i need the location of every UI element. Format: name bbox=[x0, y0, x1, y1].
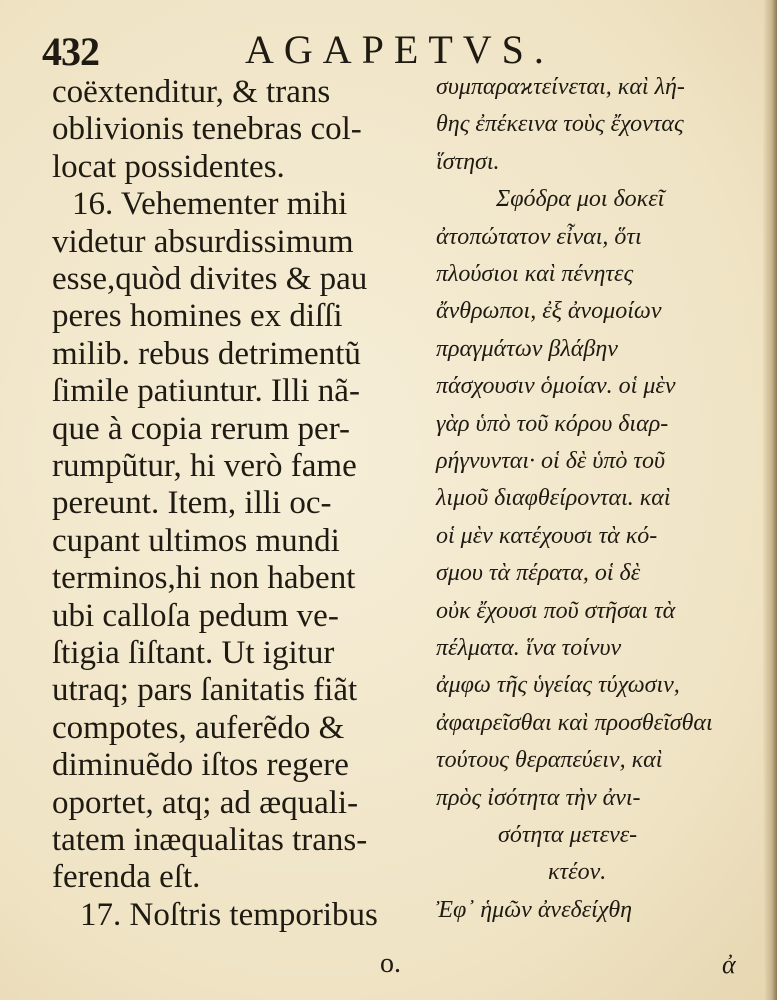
greek-text-line: συμπαραϰτείνεται, καὶ λή- bbox=[436, 74, 685, 100]
latin-text-line: peres homines ex diſſi bbox=[52, 298, 343, 335]
greek-text-line: κτέον. bbox=[548, 859, 607, 886]
latin-text-line: utraq; pars ſanitatis fiãt bbox=[52, 672, 358, 709]
greek-text-line: ἀφαιρεῖσθαι καὶ προσθεῖσθαι bbox=[436, 709, 713, 736]
greek-text-line: οὐκ ἔχουσι ποῦ στῆσαι τὰ bbox=[436, 597, 676, 624]
greek-text-line: πλούσιοι καὶ πένητες bbox=[436, 261, 634, 287]
latin-catchword: o. bbox=[380, 948, 401, 979]
latin-text-line: ſtigia ſiſtant. Ut igitur bbox=[52, 635, 335, 671]
greek-text-line: τούτους θεραπεύειν, καὶ bbox=[436, 747, 663, 774]
greek-text-line: πέλματα. ἵνα τοίνυν bbox=[436, 635, 622, 661]
greek-text-line: πραγμάτων βλάβην bbox=[436, 335, 618, 362]
greek-text-line: ἀτοπώτατον εἶναι, ὅτι bbox=[436, 223, 642, 250]
latin-text-line: locat possidentes. bbox=[52, 148, 285, 185]
greek-text-line: ρήγνυνται· οἱ δὲ ὑπὸ τοῦ bbox=[436, 448, 665, 474]
latin-text-line: oportet, atq; ad æquali- bbox=[52, 784, 359, 821]
running-head: AGAPETVS. bbox=[245, 27, 554, 72]
latin-text-line: rumpũtur, hi verò fame bbox=[52, 448, 357, 484]
latin-text-line: oblivionis tenebras col- bbox=[52, 111, 362, 148]
latin-text-line: coëxtenditur, & trans bbox=[52, 74, 331, 110]
latin-text-line: cupant ultimos mundi bbox=[52, 522, 340, 559]
latin-text-line: ferenda eſt. bbox=[52, 859, 201, 896]
latin-text-line: que à copia rerum per- bbox=[52, 410, 351, 447]
latin-text-line: compotes, auferẽdo & bbox=[52, 709, 345, 746]
latin-text-line: milib. rebus detrimentũ bbox=[52, 335, 361, 372]
latin-text-line: ubi calloſa pedum ve- bbox=[52, 597, 339, 634]
greek-text-line: πρὸς ἰσότητα τὴν ἀνι- bbox=[436, 784, 641, 811]
page-header bbox=[40, 22, 760, 76]
greek-text-line: οἱ μὲν κατέχουσι τὰ κό- bbox=[436, 522, 658, 549]
greek-text-line: σμου τὰ πέρατα, οἱ δὲ bbox=[436, 560, 641, 587]
greek-text-line: Ἐφ᾽ ἡμῶν ἀνεδείχθη bbox=[436, 896, 633, 923]
greek-text-line: Σφόδρα μοι δοκεῖ bbox=[496, 186, 665, 213]
latin-text-line: videtur absurdissimum bbox=[52, 223, 354, 260]
greek-text-line: σότητα μετενε- bbox=[498, 822, 638, 848]
greek-text-line: λιμοῦ διαφθείρονται. καὶ bbox=[436, 485, 671, 512]
greek-catchword: ἀ bbox=[722, 950, 736, 979]
greek-text-line: θης ἐπέκεινα τοὺς ἔχοντας bbox=[436, 111, 684, 138]
greek-text-line: γὰρ ὑπὸ τοῦ κόρου διαρ- bbox=[436, 410, 669, 437]
latin-text-line: terminos,hi non habent bbox=[52, 560, 356, 597]
greek-text-line: πάσχουσιν ὁμοίαν. οἱ μὲν bbox=[436, 373, 676, 400]
greek-text-line: ἵστησι. bbox=[436, 148, 500, 175]
greek-text-line: ἄνθρωποι, ἐξ ἀνομοίων bbox=[436, 298, 662, 325]
latin-text-line: tatem inæqualitas trans- bbox=[52, 822, 368, 858]
latin-text-line: ſimile patiuntur. Illi nã- bbox=[52, 373, 360, 410]
latin-text-line: 16. Vehementer mihi bbox=[72, 186, 348, 223]
latin-text-line: pereunt. Item, illi oc- bbox=[52, 485, 332, 522]
latin-text-line: esse,quòd divites & pau bbox=[52, 261, 368, 297]
page-number: 432 bbox=[42, 29, 99, 74]
latin-text-line: 17. Noſtris temporibus bbox=[80, 896, 378, 933]
greek-text-line: ἀμφω τῆς ὑγείας τύχωσιν, bbox=[436, 672, 680, 699]
latin-text-line: diminuẽdo iſtos regere bbox=[52, 747, 349, 784]
page-gutter bbox=[763, 0, 777, 1000]
